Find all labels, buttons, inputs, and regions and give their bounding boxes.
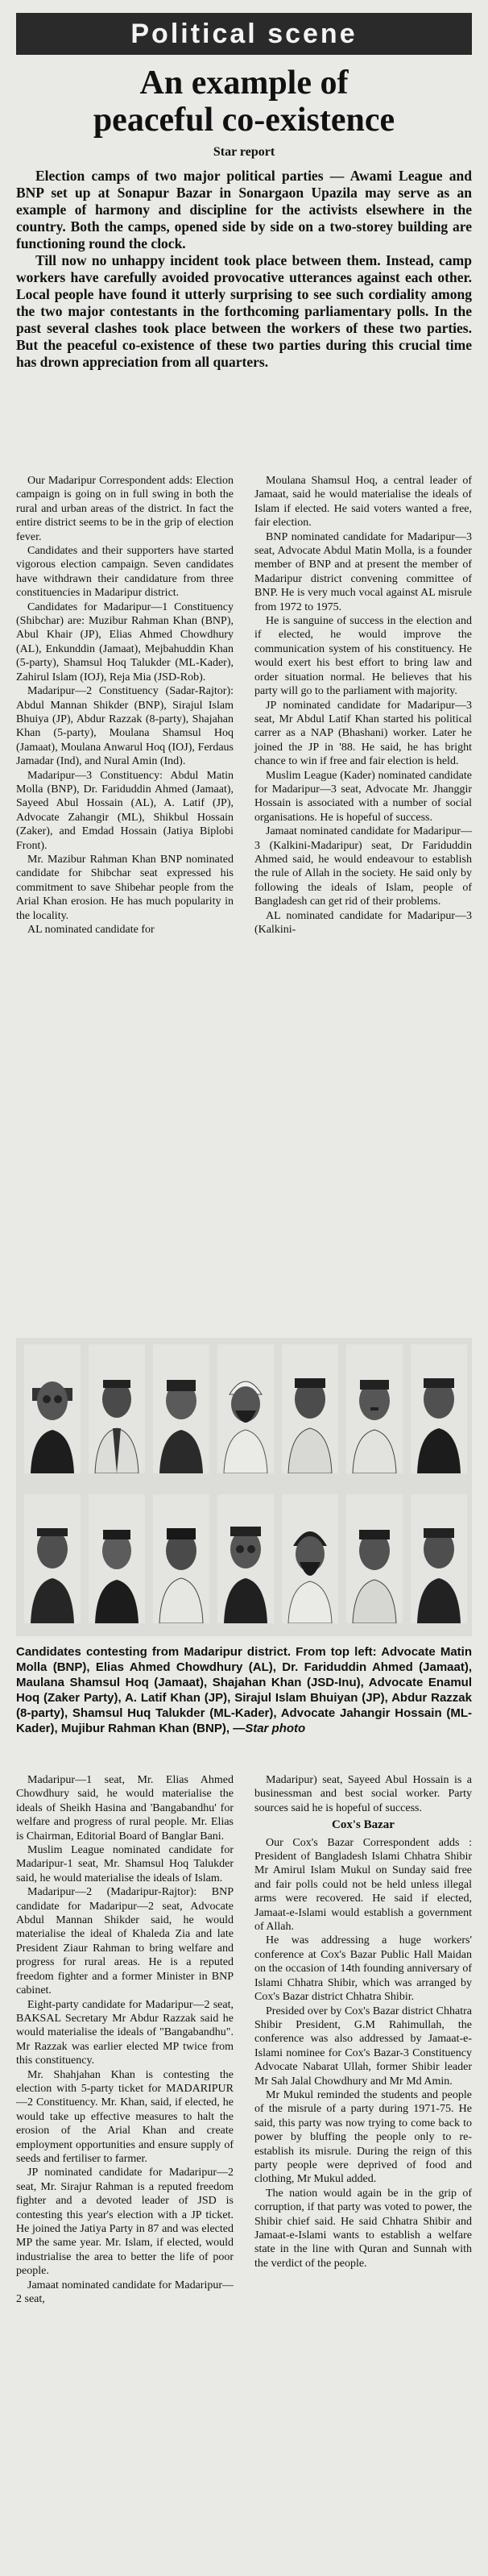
paragraph: Madaripur—3 Constituency: Abdul Matin Molla (BNP), Dr. Fariduddin Ahmed (Jamaat), Sayeed Abul Hossain (AL), A. Latif (JP), Advocate Zahangir (ML), Shikbul Hossain (Zaker), and Emdad Hossain (Jatiya Biplobi Front). — [16, 769, 234, 852]
candidate-portrait — [282, 1494, 338, 1623]
lead-paragraph: Election camps of two major political parties — Awami League and BNP set up at Sonapur Bazar in Sonargaon Upazila may serve as an example of harmony and discipline for the activists elsewhere in the country. Both the camps, opened side by side on a two-storey building are functioning round the clock. — [16, 168, 472, 251]
candidate-portrait — [346, 1344, 403, 1473]
paragraph: Mr. Shahjahan Khan is contesting the election with 5-party ticket for MADARIPUR—2 Constituency. Mr. Khan, said, if elected, he would take up effective measures to halt the erosion of the Arial Khan and create employment opportunities and ensure supply of seeds and fertiliser to farmer. — [16, 2068, 234, 2165]
paragraph: Our Cox's Bazar Correspondent adds : President of Bangladesh Islami Chhatra Shibir Mr Amirul Islam Mukul on Sunday said free and fair polls could not be held unless illegal arms were recovered. He said if elected, Jamaat-e-Islami would establish a government of Allah. — [254, 1836, 472, 1934]
candidate-photos — [16, 1338, 472, 1636]
candidate-portrait — [24, 1494, 81, 1623]
headline-line-1: An example of — [139, 64, 349, 102]
candidate-portrait — [411, 1344, 467, 1473]
paragraph: Eight-party candidate for Madaripur—2 seat, BAKSAL Secretary Mr Abdur Razzak said he would materialise the ideals of "Bangabandhu". Mr Razzak was earlier elected MP twice from this constituency. — [16, 1998, 234, 2067]
paragraph: Madaripur—2 Constituency (Sadar-Rajtor): Abdul Mannan Shikder (BNP), Sirajul Islam Bhuiya (JP), Abdur Razzak (8-party), Shajahan Khan (5-party), Moulana Shamsul Hoq (Jamaat), Moulana Anwarul Hoq (IOJ), Ferdaus Jamadar (Ind), and Nural Amin (Ind). — [16, 685, 234, 768]
lead-paragraph: Till now no unhappy incident took place between them. Instead, camp workers have carefully avoided provocative utterances against each other. Local people have found it utterly surprising to see such cordiality among the two major contestants in the forthcoming parliamentary polls. In the past several clashes took place between the workers of these two parties. But the peaceful co-existence of these two parties during this crucial time has drown appreciation from all quarters. — [16, 252, 472, 370]
lead-paragraphs — [16, 168, 472, 371]
paragraph: Jamaat nominated candidate for Madaripur—3 (Kalkini-Madaripur) seat, Dr Fariduddin Ahmed said, he would endeavour to establish the rule of Allah in the society. He said only by following the ideals of Islam, people of Bangladesh can get rid of their problems. — [254, 825, 472, 908]
paragraph: Jamaat nominated candidate for Madaripur—2 seat, — [16, 2279, 234, 2306]
paragraph: Candidates for Madaripur—1 Constituency (Shibchar) are: Muzibur Rahman Khan (BNP), Abul Khair (JP), Elias Ahmed Chowdhury (AL), Enkunddin (Jamaat), Mejbahuddin Khan (5-party), Shamsul Hoq Talukder (ML-Kader), Zahirul Islam (IOJ), Reja Mia (JSD-Rob). — [16, 600, 234, 683]
column-left-bottom — [16, 1773, 234, 2306]
column-right-bottom — [254, 1773, 472, 2271]
column-right-top — [254, 474, 472, 937]
paragraph: He is sanguine of success in the election and if elected, he would improve the communication system of his constituency. He would exert his best effort to bring law and order situation normal. He believes that his party will go to the parliament with majority. — [254, 615, 472, 698]
candidate-portrait — [217, 1494, 274, 1623]
candidate-portrait — [89, 1344, 145, 1473]
candidate-portrait — [217, 1344, 274, 1473]
paragraph: Moulana Shamsul Hoq, a central leader of Jamaat, said he would materialise the ideals of Islam if elected. He said voters wanted a free, fair election. — [254, 475, 472, 530]
paragraph: Candidates and their supporters have started vigorous election campaign. Seven candidates have withdrawn their candidature from three constituencies in Madaripur district. — [16, 545, 234, 600]
subheading-coxs-bazar: Cox's Bazar — [332, 1818, 395, 1832]
paragraph: Muslim League (Kader) nominated candidate for Madaripur—3 seat, Advocate Mr. Jhanggir Hossain is associated with a number of social organisations. He is hopeful of success. — [254, 769, 472, 824]
candidate-portrait — [153, 1494, 209, 1623]
candidate-portrait — [153, 1344, 209, 1473]
candidate-portrait — [282, 1344, 338, 1473]
photo-row-top — [16, 1338, 472, 1480]
photo-caption — [16, 1644, 472, 1736]
paragraph: The nation would again be in the grip of corruption, if that party was voted to power, the Shibir chief said. He said Chhatra Shibir and Jamaat-e-Islami wants to establish a welfare state in the line with Quran and Sunnah with the verdict of the people. — [254, 2187, 472, 2270]
paragraph: He was addressing a huge workers' conference at Cox's Bazar Public Hall Maidan on the occasion of 14th founding anniversary of Islami Chhatra Shibir, which was arranged by Cox's Bazar district Chhatra Shibir. — [254, 1934, 472, 2004]
candidate-portrait — [346, 1494, 403, 1623]
paragraph: Our Madaripur Correspondent adds: Election campaign is going on in full swing in both the rural and urban areas of the district. In fact the entire district seems to be in the grip of election fever. — [16, 475, 234, 543]
paragraph: Mr. Mazibur Rahman Khan BNP nominated candidate for Shibchar seat expressed his commitment to save Shibehar people from the Arial Khan erosion. He has much popularity in the locality. — [16, 853, 234, 922]
paragraph: JP nominated candidate for Madaripur—2 seat, Mr. Sirajur Rahman is a reputed freedom fighter and a devoted leader of JSD is contesting this year's election with a JP ticket. He joined the Jatiya Party in 87 and was elected MP the same year. Mr. Islam, if elected, would industrialise the area to better the life of poor people. — [16, 2167, 234, 2278]
headline-line-2: peaceful co-existence — [93, 102, 395, 139]
candidate-portrait — [89, 1494, 145, 1623]
paragraph: Madaripur) seat, Sayeed Abul Hossain is a businessman and best social worker. Party sources said he is hopeful of success. — [254, 1774, 472, 1814]
byline: Star report — [213, 145, 275, 159]
paragraph: Madaripur—1 seat, Mr. Elias Ahmed Chowdhury said, he would materialise the ideals of Sheikh Hasina and 'Bangabandhu' for welfare and progress of rural people. Mr. Elias is Chairman, Editorial Board of Banglar Bani. — [16, 1774, 234, 1843]
paragraph: Presided over by Cox's Bazar district Chhatra Shibir President, G.M Rahimullah, the conference was also addressed by Jamaat-e-Islami nominee for Cox's Bazar-3 Constituency Advocate Nabarat Ullah, former Shibir leader Mr Sah Jalal Chowdhury and Mr Md Amin. — [254, 2005, 472, 2088]
paragraph: JP nominated candidate for Madaripur—3 seat, Mr Abdul Latif Khan started his political carrer as a NAP (Bhashani) worker. Later he joined the JP in '88. He said, he has bright chance to win if free and fair election is held. — [254, 699, 472, 768]
paragraph: Madaripur—2 (Madaripur-Rajtor): BNP candidate for Madaripur—2 seat, Advocate Abdul Mannan Shikder said, he would materialise the ideal of Khaleda Zia and late President Ziaur Rahman to bring welfare and progress for rural areas. He is a reputed freedom fighter and a former Minister in BNP cabinet. — [16, 1886, 234, 1997]
paragraph: AL nominated candidate for Madaripur—3 (Kalkini- — [254, 909, 472, 936]
candidate-portrait — [411, 1494, 467, 1623]
paragraph: Mr Mukul reminded the students and people of the misrule of a party during 1971-75. He said, this party was now trying to come back to power by bluffing the people only to re-establish its misrule. During the reign of this party people were deprived of food and clothing, Mr Mukul added. — [254, 2088, 472, 2186]
section-banner: Political scene — [16, 13, 472, 55]
photo-row-bottom — [16, 1488, 472, 1630]
caption-text: Candidates contesting from Madaripur district. From top left: Advocate Matin Molla (BNP), Elias Ahmed Chowdhury (AL), Dr. Fariduddin Ahmed (Jamaat), Maulana Shamsul Hoq (Jamaat), Shajahan Khan (JSD-Inu), Advocate Enamul Hoq (Zaker Party), A. Latif Khan (JP), Sirajul Islam Bhuiyan (JP), Abdur Razzak (8-party), Shamsul Huq Talukder (ML-Kader), Advocate Jahangir Hossain (ML-Kader), Mujibur Rahman Khan (BNP), — [16, 1645, 472, 1735]
photo-credit: —Star photo — [233, 1722, 306, 1735]
candidate-portrait — [24, 1344, 81, 1473]
paragraph: BNP nominated candidate for Madaripur—3 seat, Advocate Abdul Matin Molla, is a founder member of BNP and at present the member of Madaripur district convening committee of BNP. He is very much vocal against AL misrule from 1972 to 1975. — [254, 530, 472, 613]
headline — [16, 64, 472, 139]
column-left-top — [16, 474, 234, 937]
paragraph: AL nominated candidate for — [27, 924, 155, 936]
paragraph: Muslim League nominated candidate for Madaripur-1 seat, Mr. Shamsul Hoq Talukder said, he would materialise the ideals of Islam. — [16, 1844, 234, 1884]
